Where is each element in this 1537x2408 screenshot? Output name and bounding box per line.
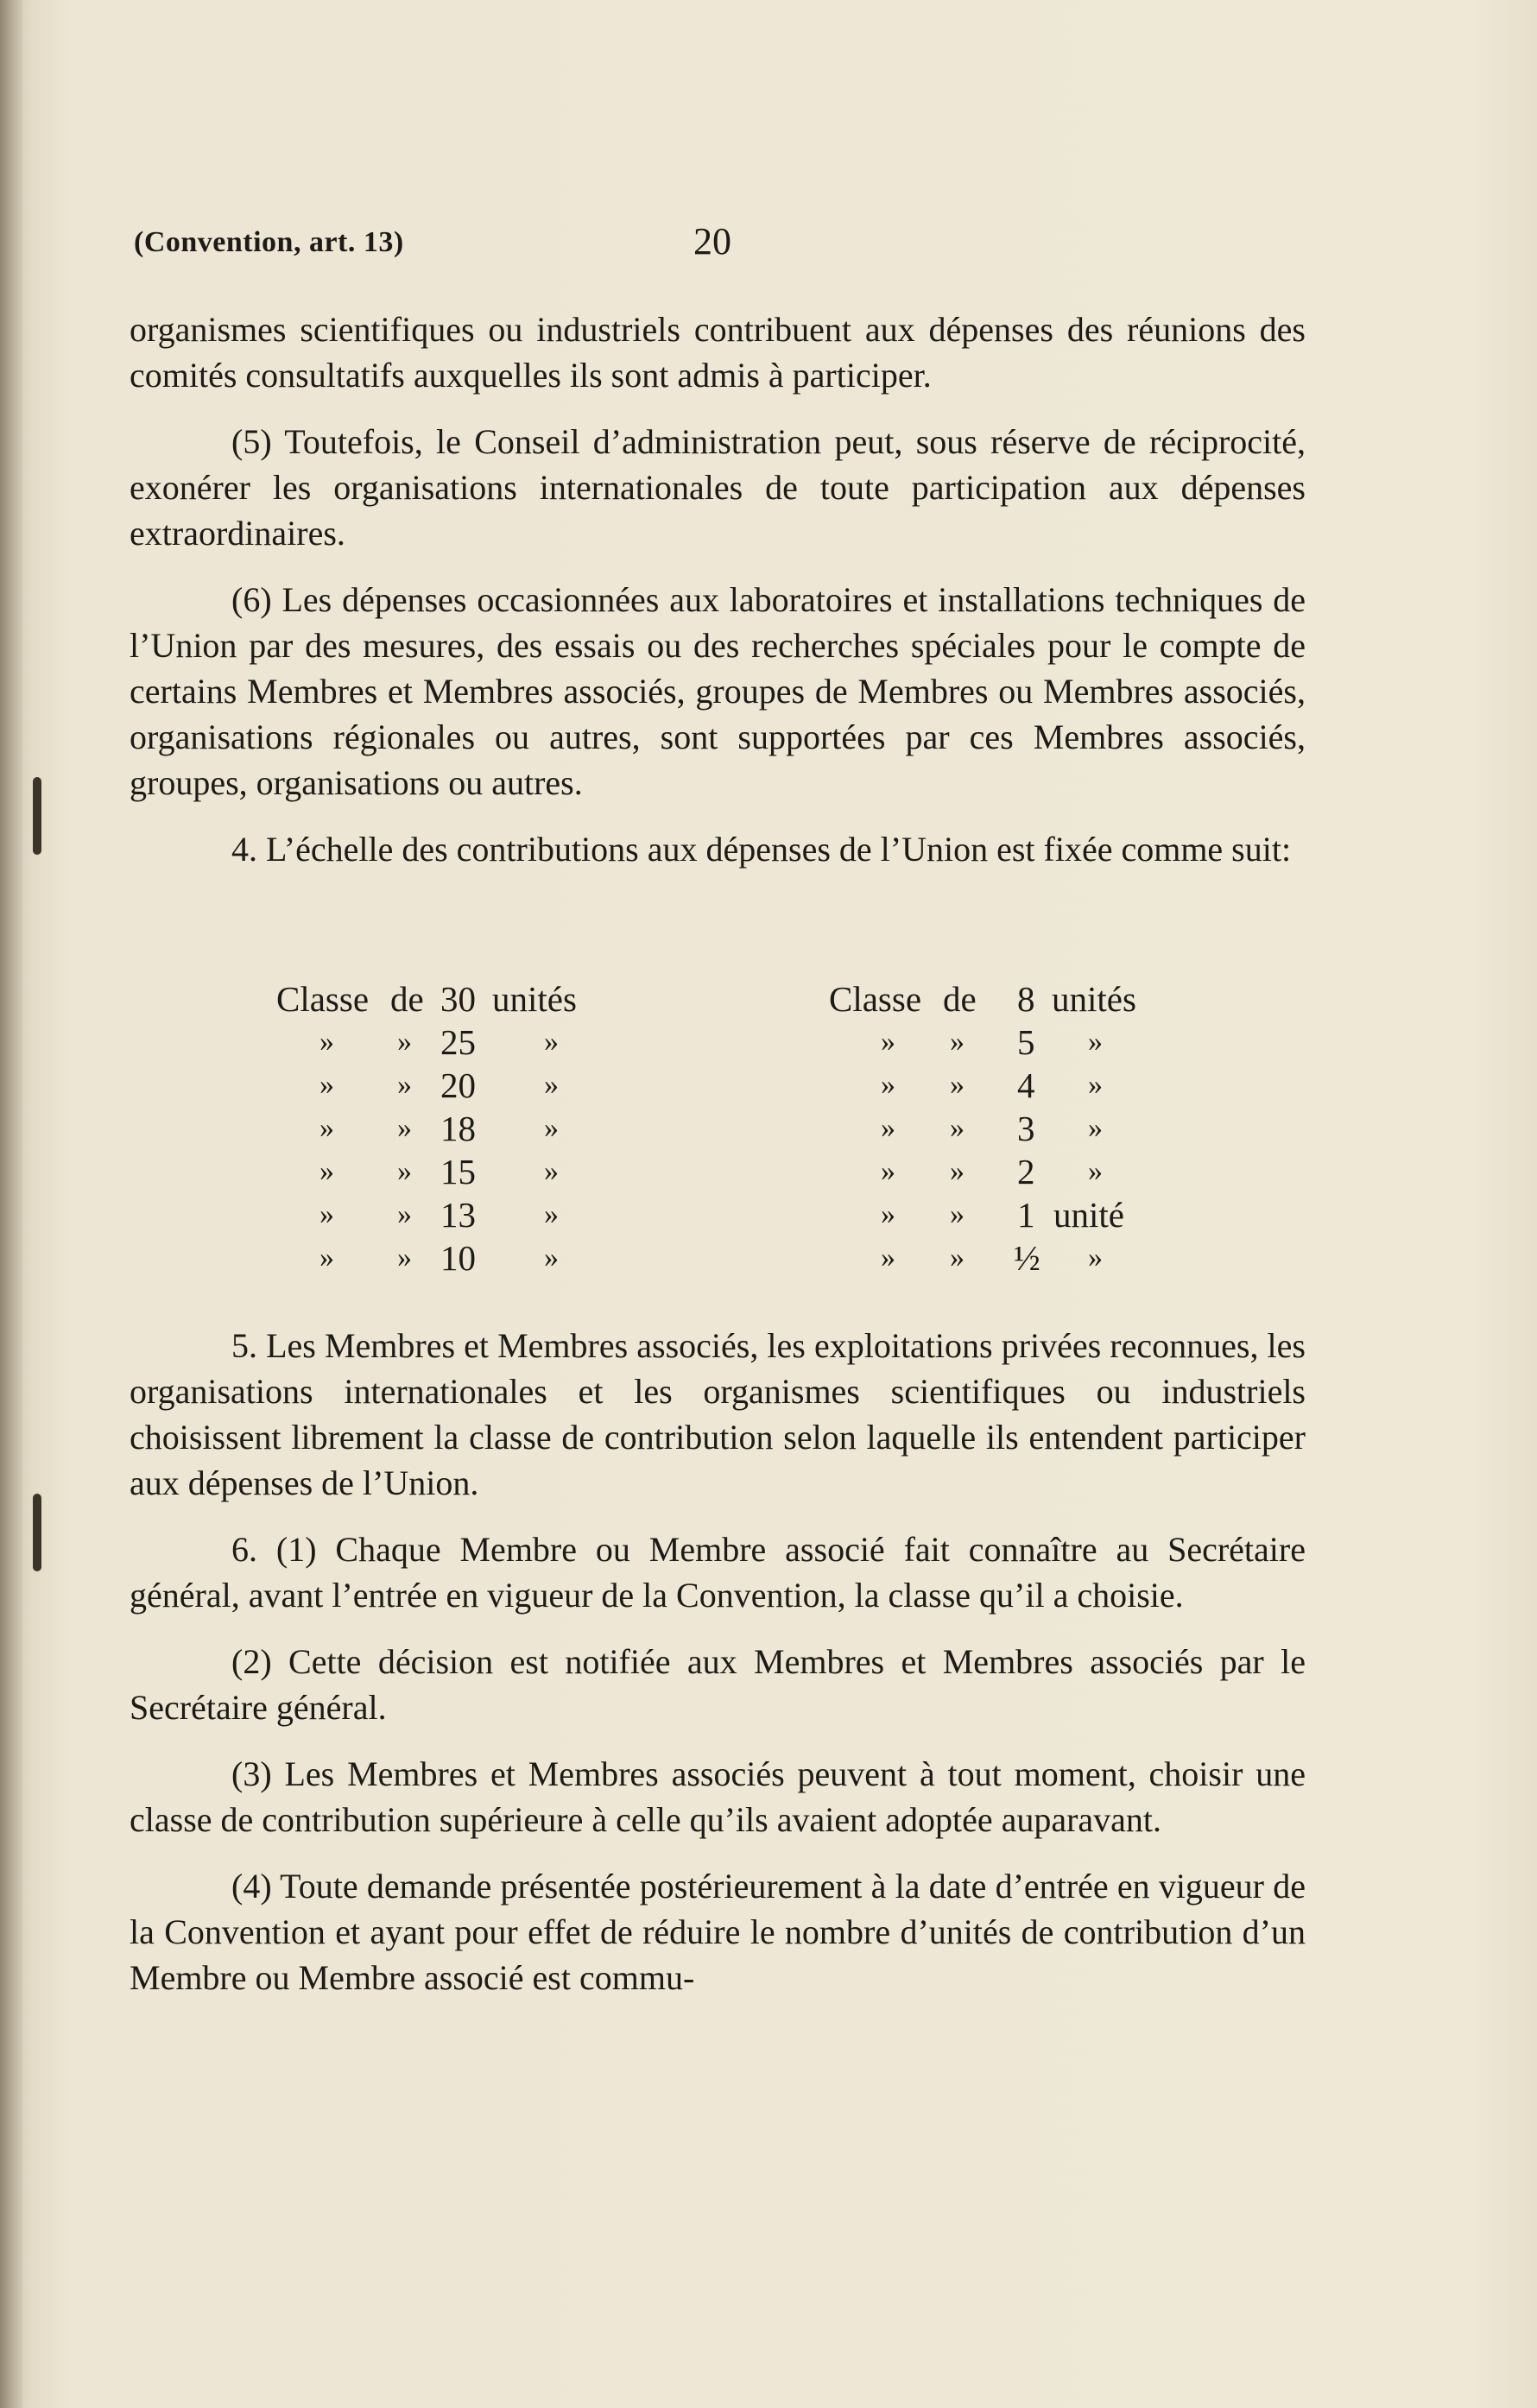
scale-units-number: 18 bbox=[440, 1109, 476, 1148]
ditto-mark: » bbox=[319, 1155, 334, 1187]
ditto-mark: » bbox=[319, 1026, 334, 1058]
scale-units-number: 15 bbox=[440, 1152, 476, 1191]
paragraph: (5) Toutefois, le Conseil d’administration peut, sous réserve de réciprocité, exonérer les organisations internationales de toute participation aux dépenses extraordinaires. bbox=[130, 422, 1306, 553]
scale-row bbox=[276, 1193, 639, 1236]
ditto-mark: » bbox=[950, 1112, 965, 1144]
ditto-mark: » bbox=[950, 1026, 965, 1058]
scale-units-number: 10 bbox=[440, 1238, 476, 1278]
ditto-mark: » bbox=[319, 1069, 334, 1101]
ditto-mark: » bbox=[881, 1069, 895, 1101]
ditto-mark: » bbox=[319, 1198, 334, 1230]
scale-class-label: Classe bbox=[829, 979, 922, 1019]
scale-units-number: 5 bbox=[1017, 1022, 1035, 1062]
ditto-mark: » bbox=[1088, 1069, 1103, 1101]
page-header bbox=[134, 219, 1308, 271]
ditto-mark: » bbox=[881, 1112, 895, 1144]
scale-row bbox=[829, 977, 1192, 1021]
scale-units-number: 1 bbox=[1017, 1195, 1035, 1235]
binding-mark bbox=[33, 777, 41, 855]
ditto-mark: » bbox=[950, 1069, 965, 1101]
running-head: (Convention, art. 13) bbox=[134, 226, 404, 258]
scale-row bbox=[829, 1107, 1192, 1150]
ditto-mark: » bbox=[397, 1069, 412, 1101]
scale-units-number: 13 bbox=[440, 1195, 476, 1235]
ditto-mark: » bbox=[544, 1069, 559, 1101]
ditto-mark: » bbox=[319, 1242, 334, 1274]
scale-units-label: unités bbox=[492, 979, 577, 1019]
ditto-mark: » bbox=[881, 1242, 895, 1274]
scale-units-number: 25 bbox=[440, 1022, 476, 1062]
scale-units-number: 20 bbox=[440, 1065, 476, 1105]
ditto-mark: » bbox=[1088, 1242, 1103, 1274]
scale-row bbox=[829, 1064, 1192, 1107]
body-text-top bbox=[130, 307, 1306, 893]
ditto-mark: » bbox=[397, 1242, 412, 1274]
scale-de-label: de bbox=[390, 979, 424, 1019]
ditto-mark: » bbox=[1088, 1155, 1103, 1187]
ditto-mark: » bbox=[1088, 1112, 1103, 1144]
ditto-mark: » bbox=[881, 1155, 895, 1187]
paragraph: (3) Les Membres et Membres associés peuvent à tout moment, choisir une classe de contribution supérieure à celle qu’ils avaient adoptée auparavant. bbox=[130, 1754, 1306, 1839]
scale-row bbox=[276, 1107, 639, 1150]
binding-mark bbox=[33, 1494, 41, 1571]
paragraph: 4. L’échelle des contributions aux dépenses de l’Union est fixée comme suit: bbox=[231, 830, 1292, 869]
body-text-bottom bbox=[130, 1323, 1306, 2021]
ditto-mark: » bbox=[397, 1026, 412, 1058]
ditto-mark: » bbox=[319, 1112, 334, 1144]
scale-row bbox=[829, 1150, 1192, 1193]
ditto-mark: » bbox=[397, 1112, 412, 1144]
scale-column-right bbox=[829, 977, 1192, 1280]
scale-column-left bbox=[276, 977, 639, 1280]
paragraph: (4) Toute demande présentée postérieurement à la date d’entrée en vigueur de la Convention et ayant pour effet de réduire le nombre d’unités de contribution d’un Membre ou Membre associé est commu- bbox=[130, 1867, 1306, 1997]
ditto-mark: » bbox=[397, 1198, 412, 1230]
scale-row bbox=[829, 1236, 1192, 1280]
ditto-mark: » bbox=[950, 1242, 965, 1274]
page-number: 20 bbox=[693, 220, 731, 262]
ditto-mark: » bbox=[544, 1198, 559, 1230]
scale-units-number: 30 bbox=[440, 979, 476, 1019]
paragraph: 5. Les Membres et Membres associés, les exploitations privées reconnues, les organisations internationales et les organismes scientifiques ou industriels choisissent librement la classe de contribution selon laquelle ils entendent participer aux dépenses de l’Union. bbox=[130, 1326, 1306, 1502]
book-spine-shadow bbox=[0, 0, 22, 2408]
scale-row bbox=[276, 1021, 639, 1064]
scale-row bbox=[276, 1150, 639, 1193]
ditto-mark: » bbox=[1088, 1026, 1103, 1058]
scale-de-label: de bbox=[943, 979, 977, 1019]
ditto-mark: » bbox=[544, 1026, 559, 1058]
scale-units-number: 8 bbox=[1017, 979, 1035, 1019]
scale-row bbox=[829, 1193, 1192, 1236]
ditto-mark: » bbox=[544, 1242, 559, 1274]
ditto-mark: » bbox=[881, 1026, 895, 1058]
scale-units-number: ½ bbox=[1014, 1238, 1040, 1278]
ditto-mark: » bbox=[881, 1198, 895, 1230]
scale-row bbox=[276, 977, 639, 1021]
ditto-mark: » bbox=[544, 1112, 559, 1144]
scale-class-label: Classe bbox=[276, 979, 370, 1019]
paragraph: (2) Cette décision est notifiée aux Membres et Membres associés par le Secrétaire général. bbox=[130, 1642, 1306, 1727]
scale-units-label: unités bbox=[1052, 979, 1136, 1019]
ditto-mark: » bbox=[950, 1155, 965, 1187]
scale-units-number: 2 bbox=[1017, 1152, 1035, 1191]
scale-units-number: 4 bbox=[1017, 1065, 1035, 1105]
scale-row bbox=[276, 1064, 639, 1107]
paragraph: organismes scientifiques ou industriels contribuent aux dépenses des réunions des comités consultatifs auxquelles ils sont admis à participer. bbox=[130, 310, 1306, 395]
scale-units-label: unité bbox=[1053, 1195, 1124, 1235]
paragraph: 6. (1) Chaque Membre ou Membre associé fait connaître au Secrétaire général, avant l’entrée en vigueur de la Convention, la classe qu’il a choisie. bbox=[130, 1530, 1306, 1615]
scale-row bbox=[829, 1021, 1192, 1064]
ditto-mark: » bbox=[544, 1155, 559, 1187]
ditto-mark: » bbox=[950, 1198, 965, 1230]
ditto-mark: » bbox=[397, 1155, 412, 1187]
scale-row bbox=[276, 1236, 639, 1280]
scale-units-number: 3 bbox=[1017, 1109, 1035, 1148]
paragraph: (6) Les dépenses occasionnées aux laboratoires et installations techniques de l’Union par des mesures, des essais ou des recherches spéciales pour le compte de certains Membres et Membres associés, groupes de Membres ou Membres associés, organisations régionales ou autres, sont supportées par ces Membres associés, groupes, organisations ou autres. bbox=[130, 580, 1306, 802]
